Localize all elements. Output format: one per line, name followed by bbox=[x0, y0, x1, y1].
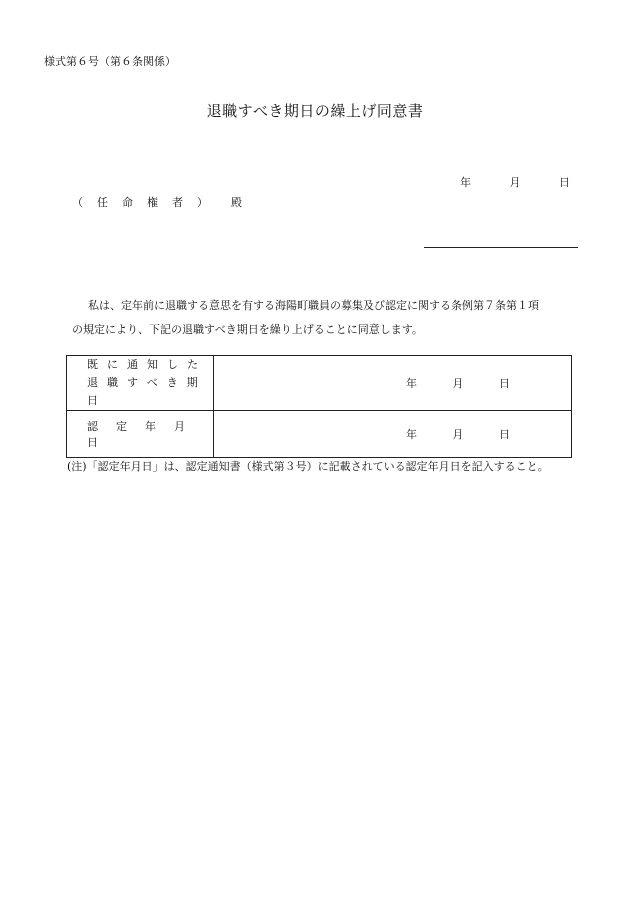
date-month-label: 月 bbox=[509, 176, 521, 189]
table-row bbox=[67, 356, 572, 411]
consent-statement bbox=[72, 294, 580, 342]
month-label: 月 bbox=[452, 428, 464, 441]
certification-date-label bbox=[67, 411, 214, 458]
document-title: 退職すべき期日の繰上げ同意書 bbox=[206, 102, 424, 120]
date-day-label: 日 bbox=[559, 176, 570, 189]
date-year-label: 年 bbox=[460, 176, 471, 189]
day-label: 日 bbox=[499, 428, 510, 441]
footnote: (注)「認定年月日」は、認定通知書（様式第３号）に記載されている認定年月日を記入すること。 bbox=[67, 460, 549, 473]
addressee: （任命権者） bbox=[72, 196, 222, 209]
label-line: 認定年月日 bbox=[87, 420, 203, 449]
year-label: 年 bbox=[406, 428, 417, 441]
notified-retirement-date-label bbox=[67, 356, 214, 411]
submission-date bbox=[460, 174, 570, 190]
year-label: 年 bbox=[406, 377, 417, 390]
label-line: 退職すべき期日 bbox=[87, 376, 207, 407]
day-label: 日 bbox=[499, 377, 510, 390]
honorific: 殿 bbox=[231, 196, 242, 209]
form-number: 様式第６号（第６条関係） bbox=[44, 55, 176, 68]
label-line: 既に通知した bbox=[87, 358, 207, 371]
notified-retirement-date-field bbox=[214, 356, 572, 411]
month-label: 月 bbox=[452, 377, 464, 390]
certification-date-field bbox=[214, 411, 572, 458]
statement-line-2: の規定により、下記の退職すべき期日を繰り上げることに同意します。 bbox=[72, 323, 423, 336]
table-row bbox=[67, 411, 572, 458]
signature-line bbox=[424, 247, 578, 248]
statement-line-1: 私は、定年前に退職する意思を有する海陽町職員の募集及び認定に関する条例第７条第１項 bbox=[88, 299, 539, 312]
date-table bbox=[66, 355, 572, 458]
